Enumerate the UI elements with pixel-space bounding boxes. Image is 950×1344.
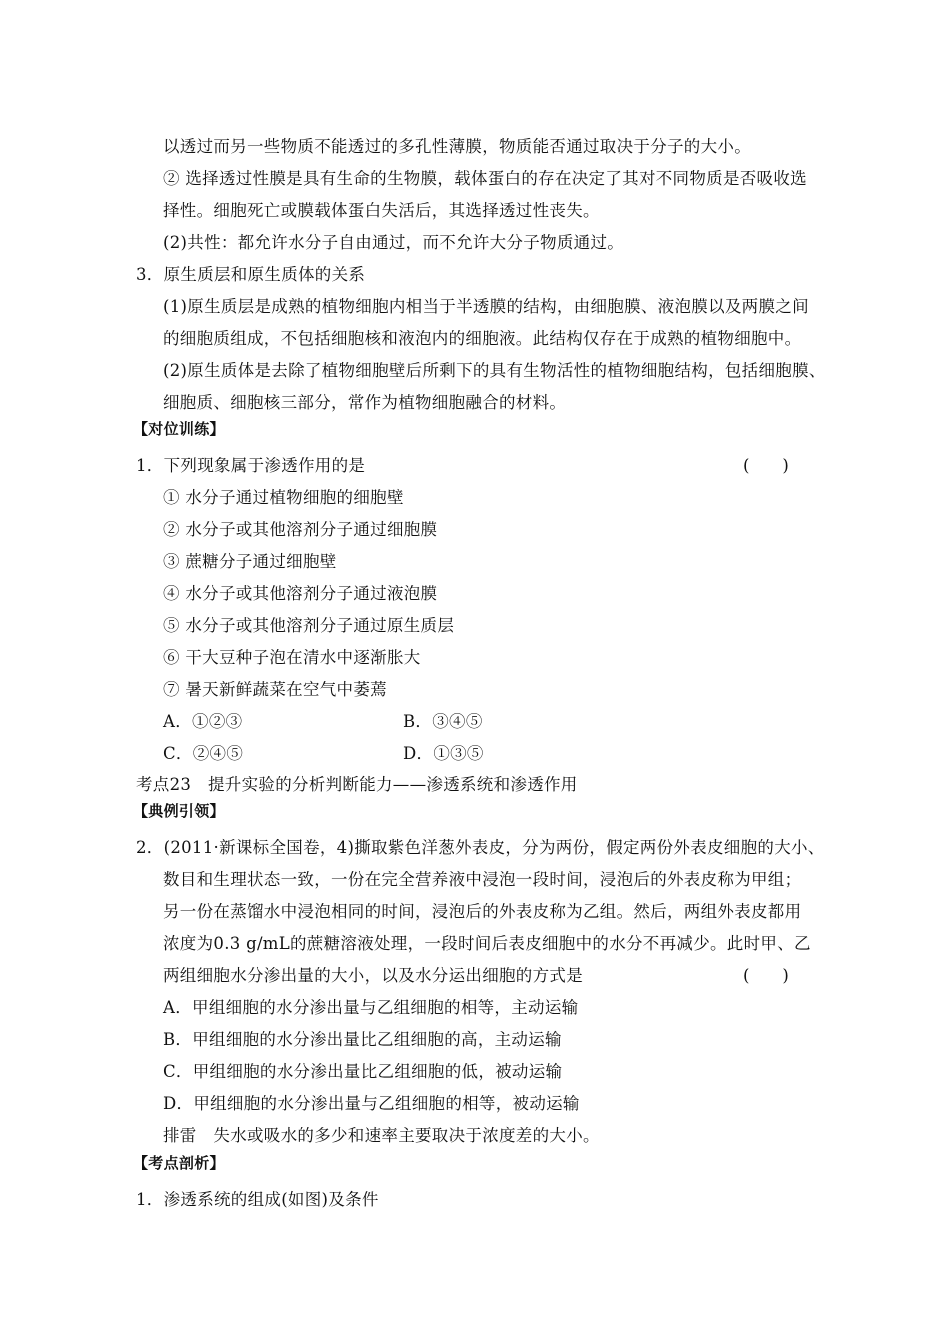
q1-answer-paren: ( ) bbox=[743, 456, 789, 475]
text-line: ② 选择透过性膜是具有生命的生物膜，载体蛋白的存在决定了其对不同物质是否吸收选 bbox=[163, 169, 807, 188]
heading-training: 【对位训练】 bbox=[133, 420, 225, 438]
q1-item: ⑦ 暑天新鲜蔬菜在空气中萎蔫 bbox=[163, 680, 387, 699]
q1-item: ② 水分子或其他溶剂分子通过细胞膜 bbox=[163, 520, 438, 539]
q1-item: ⑥ 干大豆种子泡在清水中逐渐胀大 bbox=[163, 648, 421, 667]
q2-option-c: C．甲组细胞的水分渗出量比乙组细胞的低，被动运输 bbox=[163, 1062, 563, 1081]
q1-item: ① 水分子通过植物细胞的细胞壁 bbox=[163, 488, 404, 507]
q1-option-d: D．①③⑤ bbox=[403, 744, 484, 763]
text-line: 细胞质、细胞核三部分，常作为植物细胞融合的材料。 bbox=[163, 393, 567, 412]
q2-answer-paren: ( ) bbox=[743, 966, 789, 985]
text-line: 以透过而另一些物质不能透过的多孔性薄膜，物质能否通过取决于分子的大小。 bbox=[163, 137, 751, 156]
heading-analysis: 【考点剖析】 bbox=[133, 1154, 225, 1172]
text-line: (2)原生质体是去除了植物细胞壁后所剩下的具有生物活性的植物细胞结构，包括细胞膜、 bbox=[163, 361, 826, 380]
text-line: (1)原生质层是成熟的植物细胞内相当于半透膜的结构，由细胞膜、液泡膜以及两膜之间 bbox=[163, 297, 809, 316]
text-line: 的细胞质组成，不包括细胞核和液泡内的细胞液。此结构仅存在于成熟的植物细胞中。 bbox=[163, 329, 802, 348]
q1-item: ④ 水分子或其他溶剂分子通过液泡膜 bbox=[163, 584, 438, 603]
kaodian-title: 考点23 提升实验的分析判断能力——渗透系统和渗透作用 bbox=[136, 775, 578, 794]
q1-item: ③ 蔗糖分子通过细胞壁 bbox=[163, 552, 337, 571]
q1-item: ⑤ 水分子或其他溶剂分子通过原生质层 bbox=[163, 616, 455, 635]
q2-line: 数目和生理状态一致，一份在完全营养液中浸泡一段时间，浸泡后的外表皮称为甲组； bbox=[163, 870, 802, 889]
q2-tip: 排雷 失水或吸水的多少和速率主要取决于浓度差的大小。 bbox=[163, 1126, 600, 1145]
heading-example: 【典例引领】 bbox=[133, 802, 225, 820]
q2-line: 另一份在蒸馏水中浸泡相同的时间，浸泡后的外表皮称为乙组。然后，两组外表皮都用 bbox=[163, 902, 802, 921]
q2-option-b: B．甲组细胞的水分渗出量比乙组细胞的高，主动运输 bbox=[163, 1030, 562, 1049]
section-heading-3: 3．原生质层和原生质体的关系 bbox=[136, 265, 366, 284]
q2-option-a: A．甲组细胞的水分渗出量与乙组细胞的相等，主动运输 bbox=[163, 998, 579, 1017]
q2-line: 两组细胞水分渗出量的大小，以及水分运出细胞的方式是 bbox=[163, 966, 583, 985]
q1-option-c: C．②④⑤ bbox=[163, 744, 244, 763]
q2-line: 浓度为0.3 g/mL的蔗糖溶液处理，一段时间后表皮细胞中的水分不再减少。此时甲、乙 bbox=[163, 934, 811, 953]
q1-option-b: B．③④⑤ bbox=[403, 712, 483, 731]
text-line: 择性。细胞死亡或膜载体蛋白失活后，其选择透过性丧失。 bbox=[163, 201, 600, 220]
q2-option-d: D．甲组细胞的水分渗出量与乙组细胞的相等，被动运输 bbox=[163, 1094, 580, 1113]
q2-line: 2．(2011·新课标全国卷，4)撕取紫色洋葱外表皮，分为两份，假定两份外表皮细胞的大小、 bbox=[136, 838, 825, 857]
q1-stem: 1．下列现象属于渗透作用的是 bbox=[136, 456, 366, 475]
final-line: 1．渗透系统的组成(如图)及条件 bbox=[136, 1190, 379, 1209]
text-line: (2)共性：都允许水分子自由通过，而不允许大分子物质通过。 bbox=[163, 233, 625, 252]
q1-option-a: A．①②③ bbox=[163, 712, 243, 731]
